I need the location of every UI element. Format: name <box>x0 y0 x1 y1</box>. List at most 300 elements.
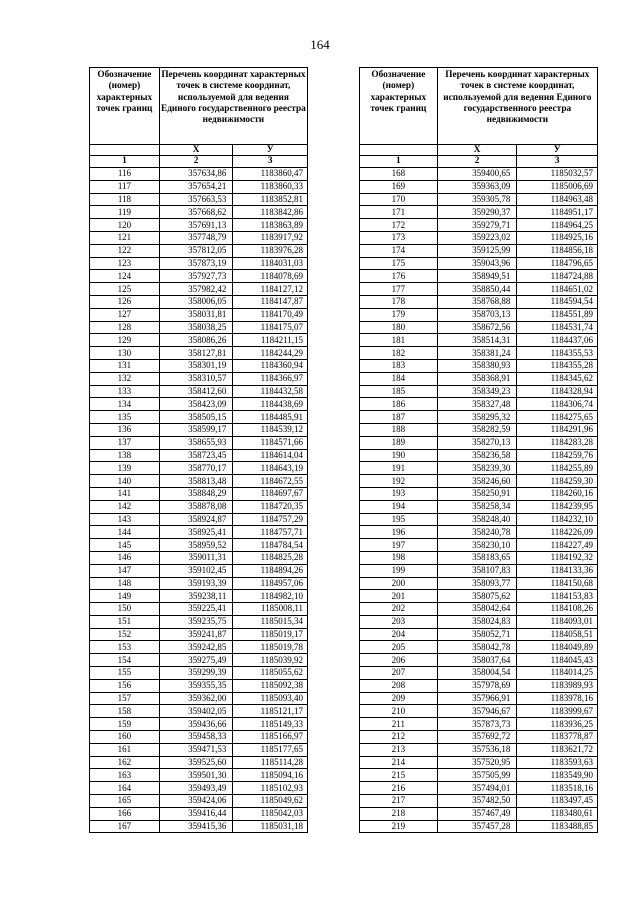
point-number-cell: 126 <box>90 295 160 308</box>
table-row <box>360 820 598 833</box>
y-coordinate-cell: 1184133,36 <box>517 564 598 577</box>
point-number-cell: 117 <box>90 180 160 193</box>
x-coordinate-cell: 358042,64 <box>437 603 517 616</box>
table-row <box>360 423 598 436</box>
y-coordinate-cell: 1184672,55 <box>233 475 308 488</box>
coordinates-list-header: Перечень координат характерных точек в системе координат, используемой для ведения Единого государственного реестра недвижимости <box>437 68 597 145</box>
x-coordinate-cell: 358031,81 <box>159 308 233 321</box>
x-coordinate-cell: 359235,75 <box>159 615 233 628</box>
table-row <box>360 321 598 334</box>
table-row <box>360 219 598 232</box>
y-header: У <box>233 145 308 156</box>
x-coordinate-cell: 359290,37 <box>437 206 517 219</box>
y-coordinate-cell: 1185006,69 <box>517 180 598 193</box>
table-row <box>360 692 598 705</box>
x-coordinate-cell: 359241,87 <box>159 628 233 641</box>
y-coordinate-cell: 1185008,11 <box>233 603 308 616</box>
point-number-cell: 178 <box>360 295 438 308</box>
x-coordinate-cell: 357748,79 <box>159 231 233 244</box>
x-coordinate-cell: 358006,05 <box>159 295 233 308</box>
y-coordinate-cell: 1184226,09 <box>517 526 598 539</box>
point-number-cell: 211 <box>360 718 438 731</box>
y-coordinate-cell: 1184078,69 <box>233 270 308 283</box>
y-coordinate-cell: 1184856,18 <box>517 244 598 257</box>
page-number: 164 <box>310 37 330 52</box>
table-row <box>360 551 598 564</box>
point-number-cell: 187 <box>360 411 438 424</box>
table-row <box>360 705 598 718</box>
point-number-cell: 169 <box>360 180 438 193</box>
point-number-cell: 160 <box>90 731 160 744</box>
point-number-cell: 128 <box>90 321 160 334</box>
table-row <box>90 641 308 654</box>
table-row <box>360 539 598 552</box>
table-row <box>360 308 598 321</box>
x-coordinate-cell: 358723,45 <box>159 449 233 462</box>
point-number-cell: 138 <box>90 449 160 462</box>
point-number-cell: 151 <box>90 615 160 628</box>
x-coordinate-cell: 357978,69 <box>437 679 517 692</box>
table-row <box>360 743 598 756</box>
x-coordinate-cell: 357966,91 <box>437 692 517 705</box>
point-number-cell: 158 <box>90 705 160 718</box>
y-coordinate-cell: 1184093,01 <box>517 615 598 628</box>
point-number-cell: 132 <box>90 372 160 385</box>
x-coordinate-cell: 358949,51 <box>437 270 517 283</box>
table-row <box>360 603 598 616</box>
y-coordinate-cell: 1184306,74 <box>517 398 598 411</box>
y-coordinate-cell: 1185039,92 <box>233 654 308 667</box>
x-coordinate-cell: 359011,31 <box>159 551 233 564</box>
x-coordinate-cell: 359225,41 <box>159 603 233 616</box>
table-row <box>90 500 308 513</box>
table-row <box>360 462 598 475</box>
table-row <box>360 449 598 462</box>
y-coordinate-cell: 1183917,92 <box>233 231 308 244</box>
x-coordinate-cell: 358270,13 <box>437 436 517 449</box>
x-coordinate-cell: 359362,00 <box>159 692 233 705</box>
x-coordinate-cell: 357654,21 <box>159 180 233 193</box>
table-row <box>360 731 598 744</box>
table-row <box>90 628 308 641</box>
x-coordinate-cell: 357692,72 <box>437 731 517 744</box>
table-row <box>360 359 598 372</box>
y-coordinate-cell: 1185042,03 <box>233 807 308 820</box>
table-row <box>90 231 308 244</box>
point-number-cell: 185 <box>360 385 438 398</box>
y-coordinate-cell: 1185094,16 <box>233 769 308 782</box>
point-number-cell: 140 <box>90 475 160 488</box>
y-coordinate-cell: 1183989,93 <box>517 679 598 692</box>
y-coordinate-cell: 1184275,65 <box>517 411 598 424</box>
x-coordinate-cell: 358024,83 <box>437 615 517 628</box>
table-row <box>360 718 598 731</box>
point-number-cell: 164 <box>90 782 160 795</box>
table-row <box>360 231 598 244</box>
y-coordinate-cell: 1184045,43 <box>517 654 598 667</box>
x-coordinate-cell: 359493,49 <box>159 782 233 795</box>
x-coordinate-cell: 358505,15 <box>159 411 233 424</box>
y-coordinate-cell: 1183549,90 <box>517 769 598 782</box>
table-row <box>90 168 308 181</box>
y-coordinate-cell: 1184170,49 <box>233 308 308 321</box>
x-coordinate-cell: 359458,33 <box>159 731 233 744</box>
point-number-cell: 152 <box>90 628 160 641</box>
y-coordinate-cell: 1184697,67 <box>233 487 308 500</box>
y-coordinate-cell: 1185121,17 <box>233 705 308 718</box>
y-coordinate-cell: 1183936,25 <box>517 718 598 731</box>
point-number-cell: 174 <box>360 244 438 257</box>
point-number-cell: 136 <box>90 423 160 436</box>
table-row <box>90 398 308 411</box>
table-row <box>90 692 308 705</box>
table-row <box>90 731 308 744</box>
table-row <box>360 795 598 808</box>
table-row <box>360 513 598 526</box>
x-coordinate-cell: 359305,78 <box>437 193 517 206</box>
table-row <box>90 820 308 833</box>
table-row <box>90 615 308 628</box>
y-coordinate-cell: 1184147,87 <box>233 295 308 308</box>
table-row <box>360 270 598 283</box>
point-number-cell: 204 <box>360 628 438 641</box>
point-number-cell: 180 <box>360 321 438 334</box>
table-row <box>360 257 598 270</box>
table-row <box>360 628 598 641</box>
point-number-cell: 123 <box>90 257 160 270</box>
x-coordinate-cell: 359424,06 <box>159 795 233 808</box>
y-coordinate-cell: 1183621,72 <box>517 743 598 756</box>
x-coordinate-cell: 357668,62 <box>159 206 233 219</box>
point-number-cell: 127 <box>90 308 160 321</box>
point-number-cell: 209 <box>360 692 438 705</box>
y-coordinate-cell: 1184432,58 <box>233 385 308 398</box>
x-coordinate-cell: 358514,31 <box>437 334 517 347</box>
point-number-cell: 210 <box>360 705 438 718</box>
x-coordinate-cell: 359102,45 <box>159 564 233 577</box>
table-row <box>90 513 308 526</box>
x-coordinate-cell: 358052,71 <box>437 628 517 641</box>
table-row <box>90 436 308 449</box>
y-coordinate-cell: 1184963,48 <box>517 193 598 206</box>
point-number-cell: 175 <box>360 257 438 270</box>
table-row <box>90 206 308 219</box>
x-coordinate-cell: 359043,96 <box>437 257 517 270</box>
point-number-cell: 156 <box>90 679 160 692</box>
table-row <box>360 679 598 692</box>
table-row <box>90 462 308 475</box>
table-row <box>90 334 308 347</box>
table-row <box>90 526 308 539</box>
point-number-cell: 195 <box>360 513 438 526</box>
table-row <box>90 180 308 193</box>
y-coordinate-cell: 1184232,10 <box>517 513 598 526</box>
y-coordinate-cell: 1184539,12 <box>233 423 308 436</box>
point-number-cell: 186 <box>360 398 438 411</box>
point-number-cell: 135 <box>90 411 160 424</box>
x-coordinate-cell: 358368,91 <box>437 372 517 385</box>
point-number-cell: 149 <box>90 590 160 603</box>
table-row <box>90 718 308 731</box>
point-number-cell: 157 <box>90 692 160 705</box>
table-row <box>360 807 598 820</box>
x-coordinate-cell: 358127,81 <box>159 347 233 360</box>
y-coordinate-cell: 1183863,89 <box>233 219 308 232</box>
point-number-cell: 137 <box>90 436 160 449</box>
x-coordinate-cell: 358423,09 <box>159 398 233 411</box>
table-row <box>90 385 308 398</box>
x-coordinate-cell: 358599,17 <box>159 423 233 436</box>
point-number-cell: 116 <box>90 168 160 181</box>
y-coordinate-cell: 1184049,89 <box>517 641 598 654</box>
y-coordinate-cell: 1184651,02 <box>517 283 598 296</box>
y-coordinate-cell: 1184720,35 <box>233 500 308 513</box>
x-coordinate-cell: 357505,99 <box>437 769 517 782</box>
point-number-cell: 215 <box>360 769 438 782</box>
y-coordinate-cell: 1184227,49 <box>517 539 598 552</box>
x-header: X <box>437 145 517 156</box>
point-number-cell: 146 <box>90 551 160 564</box>
table-row <box>360 372 598 385</box>
x-coordinate-cell: 358848,29 <box>159 487 233 500</box>
x-coordinate-cell: 358004,54 <box>437 667 517 680</box>
x-coordinate-cell: 358037,64 <box>437 654 517 667</box>
y-coordinate-cell: 1184485,91 <box>233 411 308 424</box>
x-header: X <box>159 145 233 156</box>
y-coordinate-cell: 1184259,30 <box>517 475 598 488</box>
x-coordinate-cell: 359193,39 <box>159 577 233 590</box>
table-row <box>360 385 598 398</box>
column-number-3: 3 <box>517 156 598 168</box>
table-row <box>360 487 598 500</box>
x-coordinate-cell: 357634,86 <box>159 168 233 181</box>
y-coordinate-cell: 1184345,62 <box>517 372 598 385</box>
point-number-cell: 144 <box>90 526 160 539</box>
x-coordinate-cell: 358295,32 <box>437 411 517 424</box>
x-coordinate-cell: 358327,48 <box>437 398 517 411</box>
point-number-cell: 218 <box>360 807 438 820</box>
point-number-cell: 120 <box>90 219 160 232</box>
point-number-cell: 148 <box>90 577 160 590</box>
x-coordinate-cell: 358230,10 <box>437 539 517 552</box>
x-coordinate-cell: 359275,49 <box>159 654 233 667</box>
y-coordinate-cell: 1183593,63 <box>517 756 598 769</box>
table-row <box>90 257 308 270</box>
y-coordinate-cell: 1184957,06 <box>233 577 308 590</box>
table-row <box>360 180 598 193</box>
table-row <box>90 372 308 385</box>
y-coordinate-cell: 1184724,88 <box>517 270 598 283</box>
point-number-cell: 170 <box>360 193 438 206</box>
x-coordinate-cell: 358349,23 <box>437 385 517 398</box>
x-coordinate-cell: 358075,62 <box>437 590 517 603</box>
table-row <box>90 551 308 564</box>
table-row <box>360 564 598 577</box>
x-coordinate-cell: 357873,73 <box>437 718 517 731</box>
x-coordinate-cell: 357691,13 <box>159 219 233 232</box>
table-row <box>90 564 308 577</box>
x-coordinate-cell: 359416,44 <box>159 807 233 820</box>
point-number-cell: 129 <box>90 334 160 347</box>
x-coordinate-cell: 358086,26 <box>159 334 233 347</box>
y-coordinate-cell: 1183497,45 <box>517 795 598 808</box>
x-coordinate-cell: 357494,01 <box>437 782 517 795</box>
table-row <box>360 436 598 449</box>
x-coordinate-cell: 357457,28 <box>437 820 517 833</box>
table-row <box>360 500 598 513</box>
table-row <box>90 347 308 360</box>
x-coordinate-cell: 358703,13 <box>437 308 517 321</box>
point-number-cell: 142 <box>90 500 160 513</box>
y-coordinate-cell: 1183852,81 <box>233 193 308 206</box>
x-coordinate-cell: 358412,60 <box>159 385 233 398</box>
y-coordinate-cell: 1184784,54 <box>233 539 308 552</box>
table-row <box>360 782 598 795</box>
table-row <box>360 654 598 667</box>
point-number-cell: 188 <box>360 423 438 436</box>
table-row <box>360 641 598 654</box>
point-number-cell: 217 <box>360 795 438 808</box>
y-coordinate-cell: 1183976,28 <box>233 244 308 257</box>
table-row <box>90 590 308 603</box>
y-coordinate-cell: 1184244,29 <box>233 347 308 360</box>
y-coordinate-cell: 1183860,33 <box>233 180 308 193</box>
x-coordinate-cell: 358038,25 <box>159 321 233 334</box>
y-coordinate-cell: 1184108,26 <box>517 603 598 616</box>
point-number-cell: 125 <box>90 283 160 296</box>
point-number-cell: 207 <box>360 667 438 680</box>
y-coordinate-cell: 1183860,47 <box>233 168 308 181</box>
x-coordinate-cell: 358107,83 <box>437 564 517 577</box>
x-coordinate-cell: 358258,34 <box>437 500 517 513</box>
table-row <box>90 756 308 769</box>
x-coordinate-cell: 358301,19 <box>159 359 233 372</box>
table-row <box>90 654 308 667</box>
x-coordinate-cell: 357946,67 <box>437 705 517 718</box>
x-coordinate-cell: 358655,93 <box>159 436 233 449</box>
point-number-cell: 216 <box>360 782 438 795</box>
y-coordinate-cell: 1184153,83 <box>517 590 598 603</box>
table-row <box>360 769 598 782</box>
x-coordinate-cell: 357812,05 <box>159 244 233 257</box>
point-number-cell: 155 <box>90 667 160 680</box>
designation-header-blank <box>90 145 160 156</box>
x-coordinate-cell: 359125,99 <box>437 244 517 257</box>
table-row <box>360 756 598 769</box>
x-coordinate-cell: 358768,88 <box>437 295 517 308</box>
y-coordinate-cell: 1184925,16 <box>517 231 598 244</box>
table-row <box>360 398 598 411</box>
coordinates-table-right <box>359 67 598 833</box>
designation-header-blank <box>360 145 438 156</box>
table-row <box>90 667 308 680</box>
x-coordinate-cell: 358183,65 <box>437 551 517 564</box>
point-number-cell: 131 <box>90 359 160 372</box>
point-number-cell: 166 <box>90 807 160 820</box>
table-row <box>360 577 598 590</box>
point-number-cell: 159 <box>90 718 160 731</box>
table-row <box>360 411 598 424</box>
table-row <box>90 219 308 232</box>
x-coordinate-cell: 358239,30 <box>437 462 517 475</box>
point-number-cell: 181 <box>360 334 438 347</box>
point-number-cell: 199 <box>360 564 438 577</box>
point-number-cell: 177 <box>360 283 438 296</box>
point-number-cell: 197 <box>360 539 438 552</box>
y-coordinate-cell: 1185032,57 <box>517 168 598 181</box>
table-row <box>90 743 308 756</box>
point-number-cell: 165 <box>90 795 160 808</box>
point-number-cell: 124 <box>90 270 160 283</box>
table-body-left <box>90 168 308 833</box>
x-coordinate-cell: 359238,11 <box>159 590 233 603</box>
x-coordinate-cell: 358240,78 <box>437 526 517 539</box>
point-number-cell: 161 <box>90 743 160 756</box>
x-coordinate-cell: 359400,65 <box>437 168 517 181</box>
point-number-cell: 168 <box>360 168 438 181</box>
x-coordinate-cell: 357873,19 <box>159 257 233 270</box>
x-coordinate-cell: 357927,73 <box>159 270 233 283</box>
point-number-cell: 122 <box>90 244 160 257</box>
designation-header: Обозначение (номер) характерных точек границ <box>360 68 438 145</box>
point-number-cell: 118 <box>90 193 160 206</box>
point-number-cell: 145 <box>90 539 160 552</box>
x-coordinate-cell: 359436,66 <box>159 718 233 731</box>
table-row <box>90 769 308 782</box>
table-row <box>90 705 308 718</box>
x-coordinate-cell: 359525,60 <box>159 756 233 769</box>
y-coordinate-cell: 1184058,51 <box>517 628 598 641</box>
point-number-cell: 163 <box>90 769 160 782</box>
y-coordinate-cell: 1184643,19 <box>233 462 308 475</box>
table-row <box>360 347 598 360</box>
y-coordinate-cell: 1184150,68 <box>517 577 598 590</box>
y-coordinate-cell: 1185049,62 <box>233 795 308 808</box>
table-row <box>90 270 308 283</box>
y-coordinate-cell: 1185019,17 <box>233 628 308 641</box>
y-coordinate-cell: 1184355,53 <box>517 347 598 360</box>
y-coordinate-cell: 1184360,94 <box>233 359 308 372</box>
point-number-cell: 192 <box>360 475 438 488</box>
point-number-cell: 193 <box>360 487 438 500</box>
point-number-cell: 184 <box>360 372 438 385</box>
x-coordinate-cell: 358236,58 <box>437 449 517 462</box>
y-coordinate-cell: 1184594,54 <box>517 295 598 308</box>
table-row <box>90 359 308 372</box>
table-row <box>360 475 598 488</box>
table-row <box>360 244 598 257</box>
y-coordinate-cell: 1184757,71 <box>233 526 308 539</box>
y-coordinate-cell: 1184239,95 <box>517 500 598 513</box>
point-number-cell: 150 <box>90 603 160 616</box>
point-number-cell: 219 <box>360 820 438 833</box>
x-coordinate-cell: 359279,71 <box>437 219 517 232</box>
point-number-cell: 198 <box>360 551 438 564</box>
point-number-cell: 194 <box>360 500 438 513</box>
y-coordinate-cell: 1185177,65 <box>233 743 308 756</box>
y-coordinate-cell: 1183480,61 <box>517 807 598 820</box>
y-coordinate-cell: 1184260,16 <box>517 487 598 500</box>
point-number-cell: 143 <box>90 513 160 526</box>
point-number-cell: 205 <box>360 641 438 654</box>
y-coordinate-cell: 1183999,67 <box>517 705 598 718</box>
y-coordinate-cell: 1184283,28 <box>517 436 598 449</box>
y-coordinate-cell: 1184192,32 <box>517 551 598 564</box>
point-number-cell: 201 <box>360 590 438 603</box>
point-number-cell: 214 <box>360 756 438 769</box>
table-row <box>360 334 598 347</box>
x-coordinate-cell: 359242,85 <box>159 641 233 654</box>
